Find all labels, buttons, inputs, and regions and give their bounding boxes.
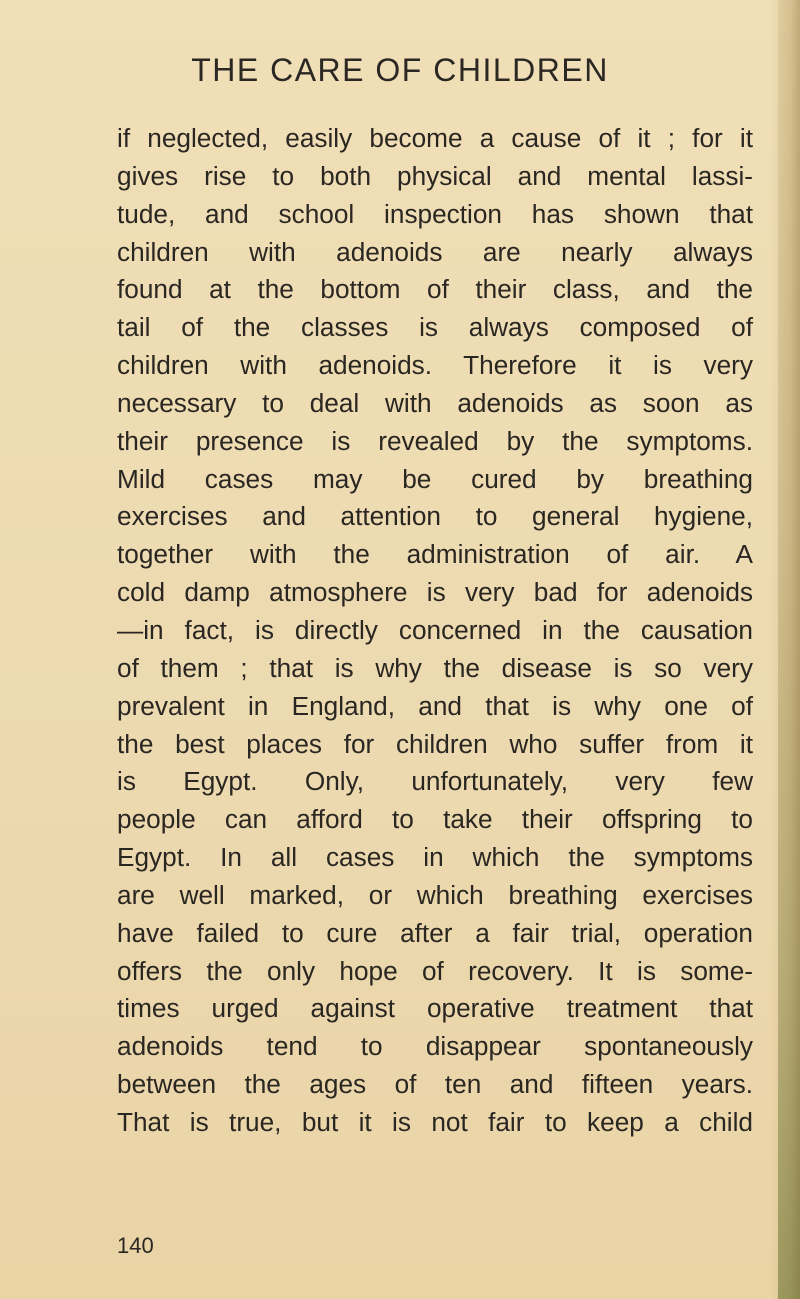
body-text [117, 120, 753, 1142]
text-line: prevalent in England, and that is why one of [117, 690, 753, 721]
text-line: people can afford to take their offspring to [117, 804, 753, 835]
text-line: necessary to deal with adenoids as soon as [117, 387, 753, 418]
text-line: children with adenoids are nearly always [117, 236, 753, 267]
text-line: Mild cases may be cured by breathing [117, 463, 753, 494]
text-line: between the ages of ten and fifteen years. [117, 1069, 753, 1100]
text-line: the best places for children who suffer from it [117, 728, 753, 759]
running-head: THE CARE OF CHILDREN [191, 52, 609, 88]
text-line: of them ; that is why the disease is so very [117, 652, 753, 683]
text-line: children with adenoids. Therefore it is very [117, 350, 753, 381]
text-line: is Egypt. Only, unfortunately, very few [117, 766, 753, 797]
text-line: That is true, but it is not fair to keep a child [117, 1106, 753, 1137]
text-line: found at the bottom of their class, and the [117, 274, 753, 305]
text-line: if neglected, easily become a cause of it ; for it [117, 123, 753, 153]
text-line: —in fact, is directly concerned in the causation [117, 614, 753, 645]
text-line: adenoids tend to disappear spontaneously [117, 1031, 753, 1062]
text-line: cold damp atmosphere is very bad for adenoids [117, 577, 753, 608]
text-line: offers the only hope of recovery. It is some- [117, 955, 753, 986]
text-line: tail of the classes is always composed of [117, 312, 753, 343]
text-line: have failed to cure after a fair trial, operation [117, 917, 753, 948]
text-line: gives rise to both physical and mental lassi- [117, 160, 753, 191]
text-line: tude, and school inspection has shown that [117, 198, 753, 229]
text-line: Egypt. In all cases in which the symptoms [117, 842, 753, 873]
page-edge-stain [778, 0, 800, 1299]
text-line: their presence is revealed by the symptoms. [117, 425, 753, 456]
text-line: exercises and attention to general hygiene, [117, 501, 753, 532]
text-line: are well marked, or which breathing exercises [117, 879, 753, 910]
page-number: 140 [117, 1233, 154, 1258]
text-line: together with the administration of air. A [117, 539, 753, 570]
text-line: times urged against operative treatment that [117, 993, 753, 1024]
